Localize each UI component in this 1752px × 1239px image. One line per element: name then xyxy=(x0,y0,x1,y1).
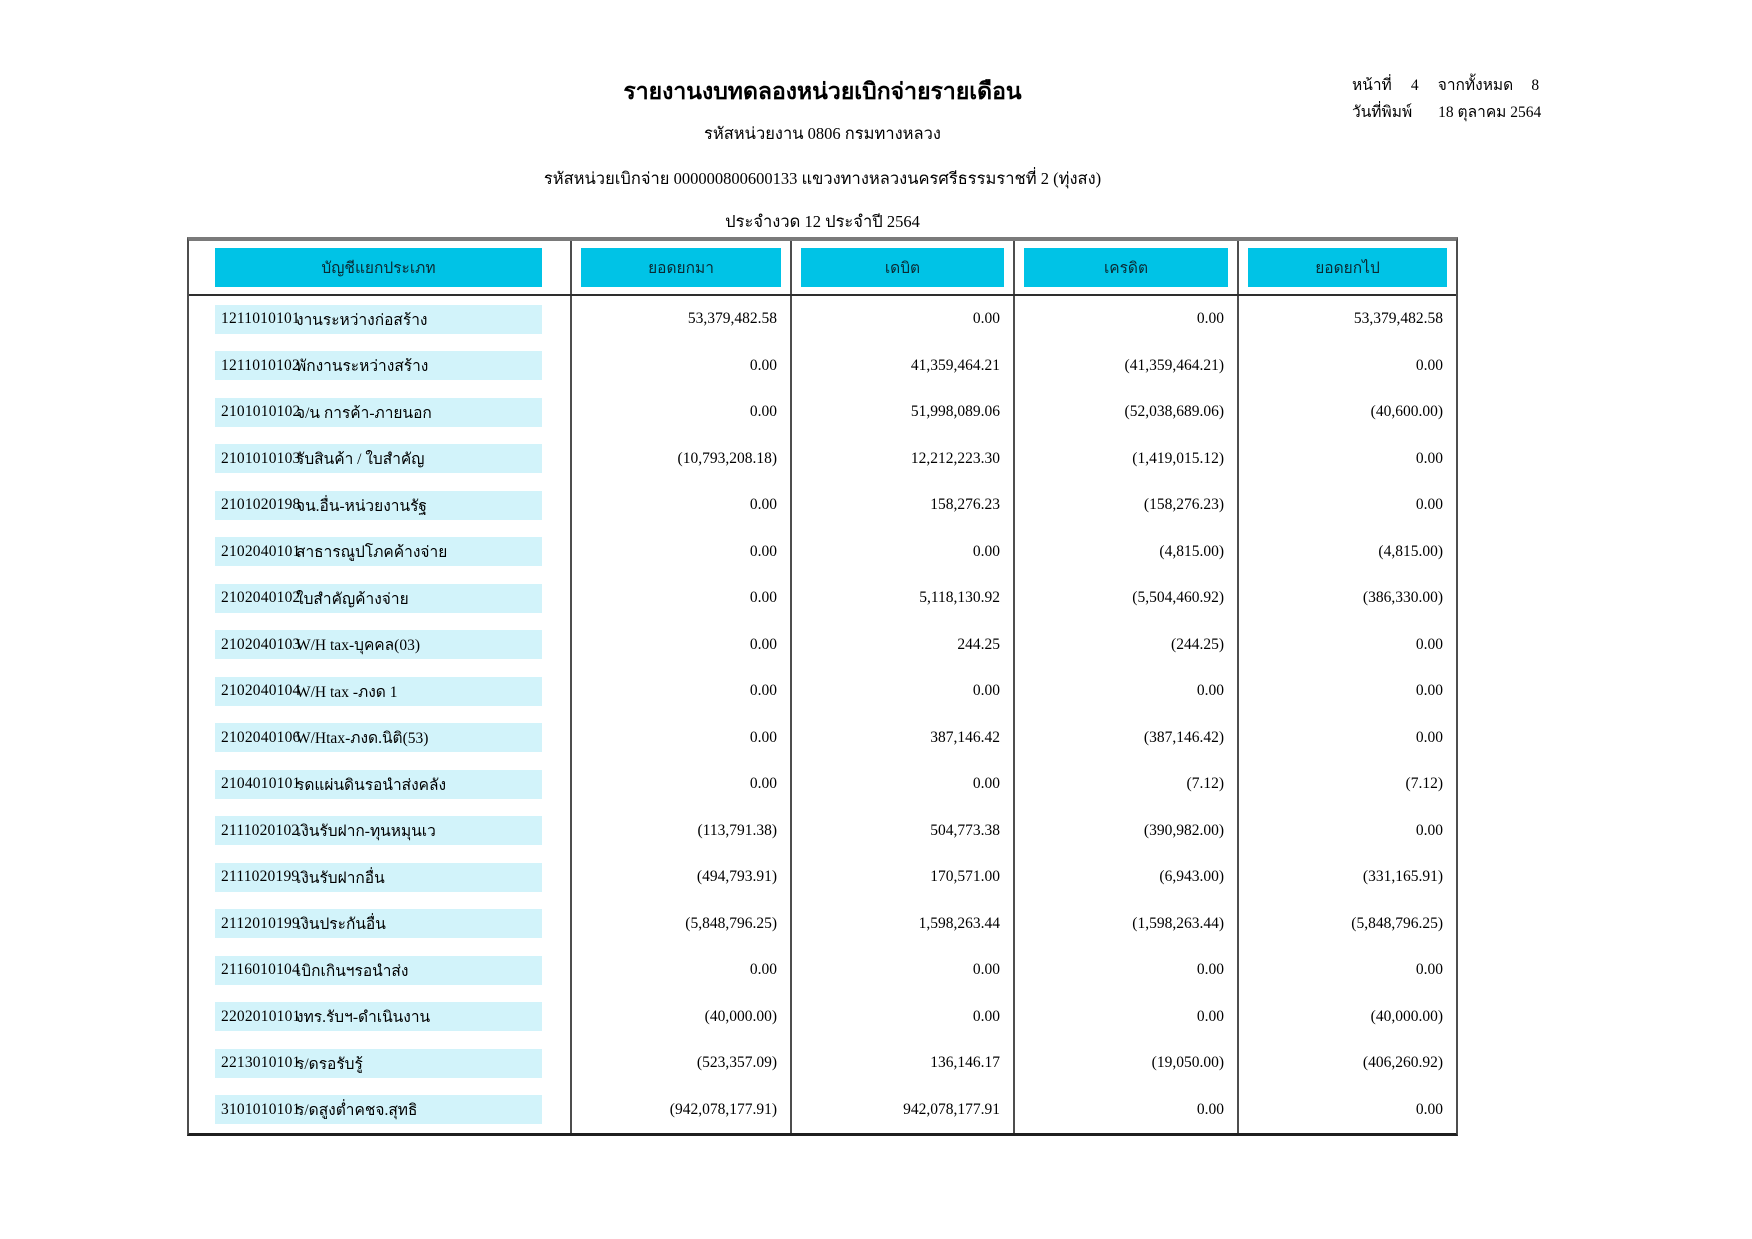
credit-amount: 0.00 xyxy=(1015,668,1239,715)
credit-amount: (7.12) xyxy=(1015,761,1239,808)
carry-forward-amount: (494,793.91) xyxy=(572,854,792,901)
balance-amount: (7.12) xyxy=(1405,775,1443,793)
account-cell xyxy=(189,529,572,576)
carry-forward-amount: (523,357.09) xyxy=(572,1040,792,1087)
table-row xyxy=(189,668,1456,715)
table-header-row xyxy=(189,241,1456,296)
total-pages-label: จากทั้งหมด xyxy=(1437,77,1514,94)
account-code: 2102040102 xyxy=(221,589,301,607)
account-code: 2101020198 xyxy=(221,496,301,514)
print-date: 18 ตุลาคม 2564 xyxy=(1438,104,1542,121)
credit-amount: 0.00 xyxy=(1015,1087,1239,1134)
account-highlight xyxy=(215,1002,542,1031)
carry-forward-amount: 0.00 xyxy=(572,715,792,762)
carry-forward-amount: 0.00 xyxy=(572,529,792,576)
credit-amount: (5,504,460.92) xyxy=(1015,575,1239,622)
account-highlight xyxy=(215,956,542,985)
account-cell xyxy=(189,808,572,855)
debit-amount: 158,276.23 xyxy=(792,482,1015,529)
credit-amount: (390,982.00) xyxy=(1015,808,1239,855)
carry-forward-amount: 0.00 xyxy=(572,947,792,994)
credit-amount: 0.00 xyxy=(1015,994,1239,1041)
debit-amount: 0.00 xyxy=(792,296,1015,343)
account-name: เบิกเกินฯรอนำส่ง xyxy=(296,962,409,980)
account-highlight xyxy=(215,1095,542,1124)
account-cell xyxy=(189,668,572,715)
account-code: 2213010101 xyxy=(221,1054,301,1072)
carry-forward-amount: (113,791.38) xyxy=(572,808,792,855)
account-name: สาธารณูปโภคค้างจ่าย xyxy=(296,544,448,562)
debit-amount: 1,598,263.44 xyxy=(792,901,1015,948)
balance-amount: 0.00 xyxy=(1415,449,1443,467)
column-header-carry-forward xyxy=(572,241,792,294)
table-row xyxy=(189,622,1456,669)
table-row xyxy=(189,994,1456,1041)
debit-amount: 170,571.00 xyxy=(792,854,1015,901)
table-row xyxy=(189,1040,1456,1087)
account-cell xyxy=(189,761,572,808)
account-cell xyxy=(189,994,572,1041)
account-cell xyxy=(189,947,572,994)
account-name: ร/ดรอรับรู้ xyxy=(296,1055,363,1073)
column-header-account xyxy=(189,241,572,294)
balance-amount: 0.00 xyxy=(1415,356,1443,374)
account-code: 2111020199 xyxy=(221,868,300,886)
credit-amount: (4,815.00) xyxy=(1015,529,1239,576)
credit-amount: (1,598,263.44) xyxy=(1015,901,1239,948)
print-date-row xyxy=(1352,99,1557,126)
table-row xyxy=(189,529,1456,576)
column-header-balance xyxy=(1239,241,1456,294)
table-row xyxy=(189,808,1456,855)
carry-forward-amount: 0.00 xyxy=(572,482,792,529)
report-title: รายงานงบทดลองหน่วยเบิกจ่ายรายเดือน xyxy=(623,79,1022,104)
account-highlight xyxy=(215,584,542,613)
account-code: 3101010101 xyxy=(221,1100,301,1118)
account-highlight xyxy=(215,351,542,380)
balance-amount: (331,165.91) xyxy=(1362,868,1443,886)
account-highlight xyxy=(215,723,542,752)
account-highlight xyxy=(215,537,542,566)
balance-amount: 0.00 xyxy=(1415,682,1443,700)
debit-amount: 942,078,177.91 xyxy=(792,1087,1015,1134)
credit-amount: 0.00 xyxy=(1015,296,1239,343)
account-cell xyxy=(189,389,572,436)
account-code: 2102040103 xyxy=(221,635,301,653)
account-code: 2104010101 xyxy=(221,775,301,793)
account-name: พักงานระหว่างสร้าง xyxy=(296,358,429,376)
account-name: รับสินค้า / ใบสำคัญ xyxy=(296,451,425,469)
balance-amount: 53,379,482.58 xyxy=(1353,310,1443,328)
account-name: W/Htax-ภงด.นิติ(53) xyxy=(296,730,429,748)
debit-amount: 41,359,464.21 xyxy=(792,343,1015,390)
debit-amount: 504,773.38 xyxy=(792,808,1015,855)
credit-amount: (244.25) xyxy=(1015,622,1239,669)
carry-forward-amount: 0.00 xyxy=(572,389,792,436)
account-cell xyxy=(189,482,572,529)
account-name: ร/ดสูงต่ำคชจ.สุทธิ xyxy=(296,1102,418,1120)
credit-amount: (6,943.00) xyxy=(1015,854,1239,901)
account-highlight xyxy=(215,677,542,706)
debit-amount: 0.00 xyxy=(792,947,1015,994)
debit-amount: 244.25 xyxy=(792,622,1015,669)
table-body xyxy=(189,296,1456,1133)
debit-amount: 0.00 xyxy=(792,994,1015,1041)
table-row xyxy=(189,482,1456,529)
account-cell xyxy=(189,622,572,669)
account-highlight xyxy=(215,816,542,845)
account-highlight xyxy=(215,770,542,799)
column-header-balance-label: ยอดยกไป xyxy=(1248,248,1447,287)
credit-amount: (41,359,464.21) xyxy=(1015,343,1239,390)
account-name: ใบสำคัญค้างจ่าย xyxy=(296,590,409,608)
account-cell xyxy=(189,575,572,622)
account-cell xyxy=(189,854,572,901)
page-info xyxy=(1352,72,1557,126)
account-code: 2102040104 xyxy=(221,682,301,700)
account-code: 2112010199 xyxy=(221,914,300,932)
column-header-debit xyxy=(792,241,1015,294)
carry-forward-amount: 0.00 xyxy=(572,343,792,390)
balance-amount: 0.00 xyxy=(1415,728,1443,746)
page-label: หน้าที่ xyxy=(1352,77,1392,94)
account-code: 2116010104 xyxy=(221,961,300,979)
table-row xyxy=(189,436,1456,483)
trial-balance-table xyxy=(187,237,1458,1136)
account-name: W/H tax-บุคคล(03) xyxy=(296,637,420,655)
balance-amount: (386,330.00) xyxy=(1362,589,1443,607)
account-name: รดแผ่นดินรอนำส่งคลัง xyxy=(296,776,447,794)
carry-forward-amount: (10,793,208.18) xyxy=(572,436,792,483)
table-row xyxy=(189,901,1456,948)
account-name: งานระหว่างก่อสร้าง xyxy=(296,311,428,329)
account-highlight xyxy=(215,909,542,938)
table-row xyxy=(189,343,1456,390)
balance-amount: 0.00 xyxy=(1415,1100,1443,1118)
debit-amount: 0.00 xyxy=(792,761,1015,808)
table-row xyxy=(189,1087,1456,1134)
credit-amount: (19,050.00) xyxy=(1015,1040,1239,1087)
carry-forward-amount: 0.00 xyxy=(572,622,792,669)
account-name: งทร.รับฯ-ดำเนินงาน xyxy=(296,1009,431,1027)
account-code: 2111020102 xyxy=(221,821,300,839)
table-row xyxy=(189,854,1456,901)
credit-amount: (158,276.23) xyxy=(1015,482,1239,529)
account-cell xyxy=(189,715,572,762)
balance-amount: 0.00 xyxy=(1415,635,1443,653)
carry-forward-amount: 53,379,482.58 xyxy=(572,296,792,343)
account-name: จน.อื่น-หน่วยงานรัฐ xyxy=(296,497,427,515)
carry-forward-amount: (942,078,177.91) xyxy=(572,1087,792,1134)
account-code: 2102040101 xyxy=(221,542,301,560)
account-cell xyxy=(189,1040,572,1087)
report-header xyxy=(187,74,1458,254)
account-name: W/H tax -ภงด 1 xyxy=(296,683,398,701)
carry-forward-amount: (40,000.00) xyxy=(572,994,792,1041)
column-header-debit-label: เดบิต xyxy=(801,248,1004,287)
debit-amount: 51,998,089.06 xyxy=(792,389,1015,436)
balance-amount: 0.00 xyxy=(1415,961,1443,979)
carry-forward-amount: 0.00 xyxy=(572,761,792,808)
page-number: 4 xyxy=(1410,77,1419,94)
debit-amount: 0.00 xyxy=(792,668,1015,715)
account-code: 2101010103 xyxy=(221,449,301,467)
table-row xyxy=(189,761,1456,808)
balance-amount: (40,600.00) xyxy=(1370,403,1443,421)
table-row xyxy=(189,947,1456,994)
account-name: เงินประกันอื่น xyxy=(296,916,386,934)
credit-amount: (1,419,015.12) xyxy=(1015,436,1239,483)
account-cell xyxy=(189,436,572,483)
account-cell xyxy=(189,901,572,948)
debit-amount: 12,212,223.30 xyxy=(792,436,1015,483)
carry-forward-amount: 0.00 xyxy=(572,575,792,622)
column-header-credit xyxy=(1015,241,1239,294)
balance-amount: (4,815.00) xyxy=(1378,542,1443,560)
account-highlight xyxy=(215,1049,542,1078)
table-row xyxy=(189,296,1456,343)
print-date-label: วันที่พิมพ์ xyxy=(1352,104,1413,121)
account-cell xyxy=(189,1087,572,1134)
debit-amount: 5,118,130.92 xyxy=(792,575,1015,622)
balance-amount: 0.00 xyxy=(1415,821,1443,839)
account-highlight xyxy=(215,398,542,427)
account-highlight xyxy=(215,630,542,659)
account-code: 2101010102 xyxy=(221,403,301,421)
account-code: 2102040106 xyxy=(221,728,301,746)
column-header-credit-label: เครดิต xyxy=(1024,248,1228,287)
account-code: 1211010102 xyxy=(221,356,300,374)
account-cell xyxy=(189,343,572,390)
account-code: 1211010101 xyxy=(221,310,300,328)
credit-amount: (387,146.42) xyxy=(1015,715,1239,762)
credit-amount: 0.00 xyxy=(1015,947,1239,994)
balance-amount: 0.00 xyxy=(1415,496,1443,514)
account-highlight xyxy=(215,444,542,473)
page-number-row xyxy=(1352,72,1557,99)
agency-line: รหัสหน่วยงาน 0806 กรมทางหลวง xyxy=(704,124,941,143)
total-pages: 8 xyxy=(1531,77,1540,94)
account-code: 2202010101 xyxy=(221,1007,301,1025)
debit-amount: 387,146.42 xyxy=(792,715,1015,762)
table-row xyxy=(189,389,1456,436)
account-name: เงินรับฝาก-ทุนหมุนเว xyxy=(296,823,436,841)
debit-amount: 136,146.17 xyxy=(792,1040,1015,1087)
balance-amount: (5,848,796.25) xyxy=(1351,914,1443,932)
account-highlight xyxy=(215,305,542,334)
account-name: จ/น การค้า-ภายนอก xyxy=(296,404,432,422)
column-header-carry-forward-label: ยอดยกมา xyxy=(581,248,781,287)
credit-amount: (52,038,689.06) xyxy=(1015,389,1239,436)
balance-amount: (40,000.00) xyxy=(1370,1007,1443,1025)
account-highlight xyxy=(215,863,542,892)
debit-amount: 0.00 xyxy=(792,529,1015,576)
balance-amount: (406,260.92) xyxy=(1362,1054,1443,1072)
period-line: ประจำงวด 12 ประจำปี 2564 xyxy=(725,212,920,231)
column-header-account-label: บัญชีแยกประเภท xyxy=(215,248,542,287)
carry-forward-amount: (5,848,796.25) xyxy=(572,901,792,948)
table-row xyxy=(189,715,1456,762)
carry-forward-amount: 0.00 xyxy=(572,668,792,715)
account-cell xyxy=(189,296,572,343)
disbursement-unit-line: รหัสหน่วยเบิกจ่าย 000000800600133 แขวงทางหลวงนครศรีธรรมราชที่ 2 (ทุ่งสง) xyxy=(543,169,1102,188)
table-row xyxy=(189,575,1456,622)
account-name: เงินรับฝากอื่น xyxy=(296,869,385,887)
account-highlight xyxy=(215,491,542,520)
